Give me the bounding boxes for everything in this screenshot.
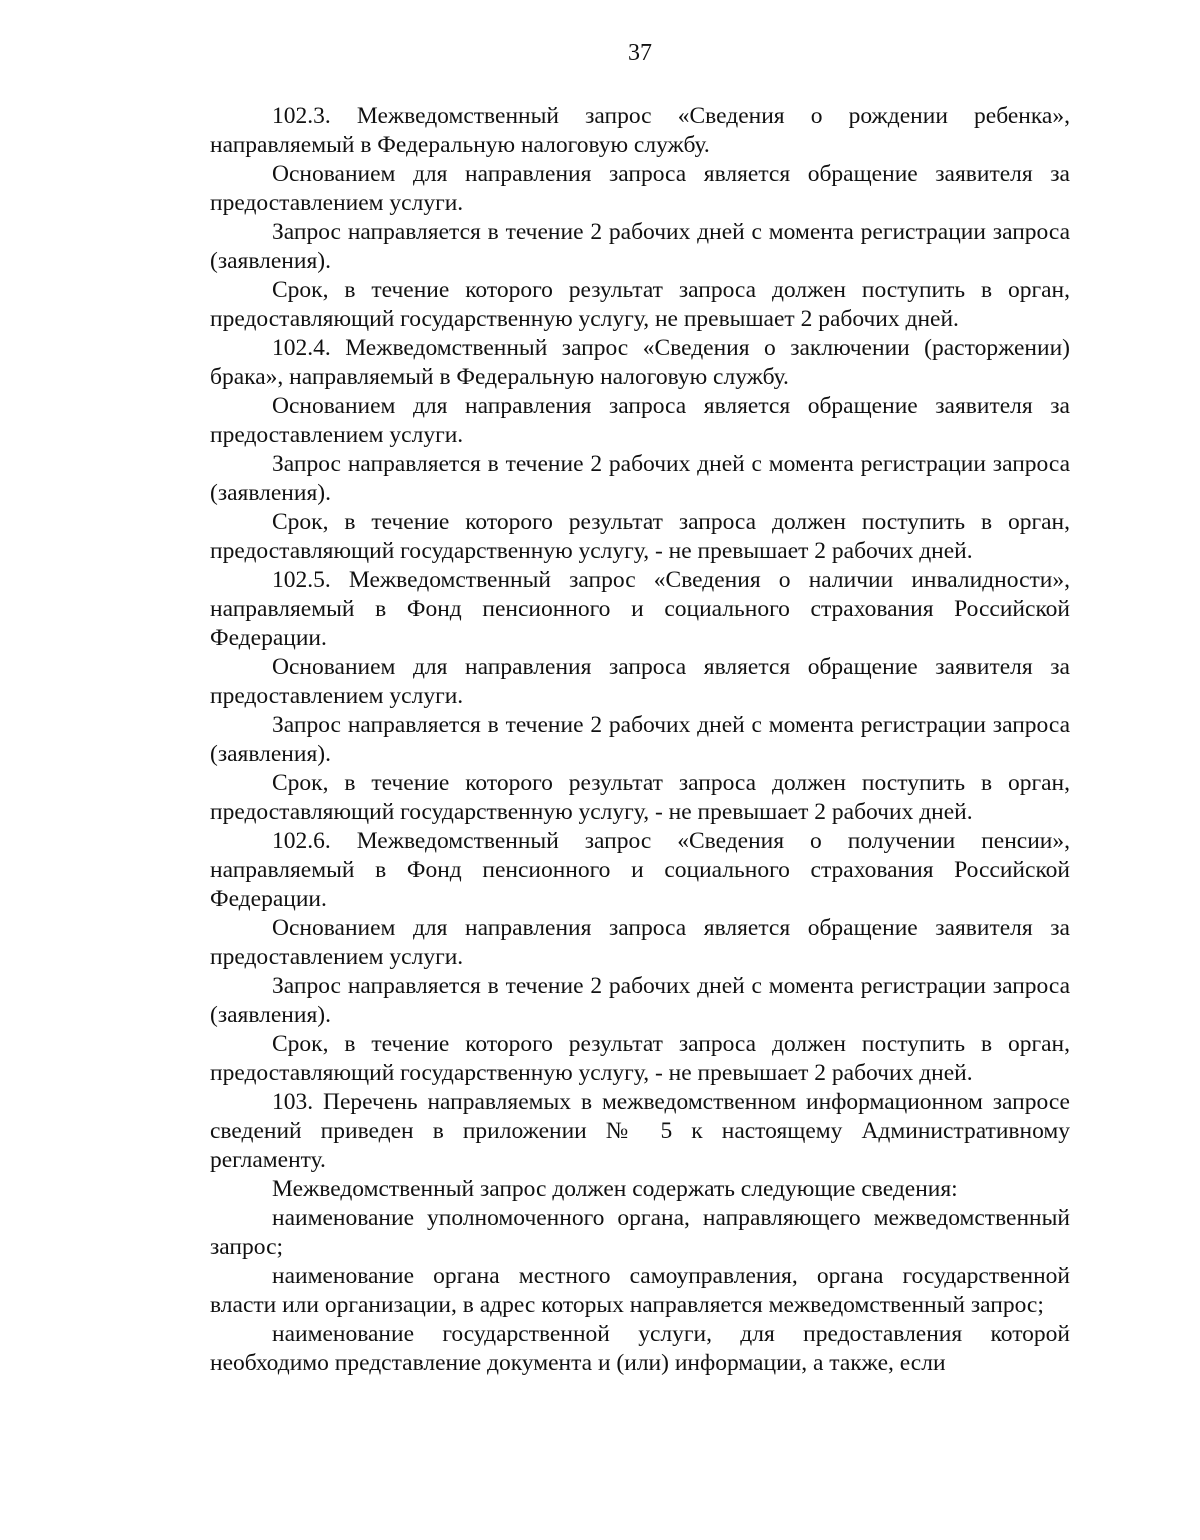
paragraph-basis: Основанием для направления запроса является обращение заявителя за предоставлением услуги. — [210, 915, 1070, 970]
paragraph-result-deadline: Срок, в течение которого результат запроса должен поступить в орган, предоставляющий государственную услугу, - не превышает 2 рабочих дней. — [210, 1031, 1070, 1086]
paragraph-result-deadline: Срок, в течение которого результат запроса должен поступить в орган, предоставляющий государственную услугу, - не превышает 2 рабочих дней. — [210, 770, 1070, 825]
paragraph-request-timing: Запрос направляется в течение 2 рабочих дней с момента регистрации запроса (заявления). — [210, 973, 1070, 1028]
paragraph-102-3: 102.3. Межведомственный запрос «Сведения о рождении ребенка», направляемый в Федеральную налоговую службу. — [210, 103, 1070, 158]
paragraph-basis: Основанием для направления запроса является обращение заявителя за предоставлением услуги. — [210, 654, 1070, 709]
paragraph-102-6: 102.6. Межведомственный запрос «Сведения о получении пенсии», направляемый в Фонд пенсионного и социального страхования Российской Федерации. — [210, 828, 1070, 912]
list-item-authorized-body: наименование уполномоченного органа, направляющего межведомственный запрос; — [210, 1205, 1070, 1260]
paragraph-request-timing: Запрос направляется в течение 2 рабочих дней с момента регистрации запроса (заявления). — [210, 451, 1070, 506]
paragraph-basis: Основанием для направления запроса является обращение заявителя за предоставлением услуги. — [210, 393, 1070, 448]
paragraph-request-timing: Запрос направляется в течение 2 рабочих дней с момента регистрации запроса (заявления). — [210, 219, 1070, 274]
paragraph-102-4: 102.4. Межведомственный запрос «Сведения о заключении (расторжении) брака», направляемый в Федеральную налоговую службу. — [210, 335, 1070, 390]
paragraph-result-deadline: Срок, в течение которого результат запроса должен поступить в орган, предоставляющий государственную услугу, - не превышает 2 рабочих дней. — [210, 509, 1070, 564]
paragraph-103: 103. Перечень направляемых в межведомственном информационном запросе сведений приведен в приложении № 5 к настоящему Административному регламенту. — [210, 1089, 1070, 1173]
paragraph-result-deadline: Срок, в течение которого результат запроса должен поступить в орган, предоставляющий государственную услугу, не превышает 2 рабочих дней. — [210, 277, 1070, 332]
page-number: 37 — [628, 40, 652, 66]
list-item-recipient-body: наименование органа местного самоуправления, органа государственной власти или организации, в адрес которых направляется межведомственный запрос; — [210, 1263, 1070, 1318]
paragraph-request-timing: Запрос направляется в течение 2 рабочих дней с момента регистрации запроса (заявления). — [210, 712, 1070, 767]
paragraph-basis: Основанием для направления запроса является обращение заявителя за предоставлением услуги. — [210, 161, 1070, 216]
document-body — [210, 102, 1070, 1378]
paragraph-102-5: 102.5. Межведомственный запрос «Сведения о наличии инвалидности», направляемый в Фонд пенсионного и социального страхования Российской Федерации. — [210, 567, 1070, 651]
list-item-service-name: наименование государственной услуги, для предоставления которой необходимо представление документа и (или) информации, а также, если — [210, 1321, 1070, 1376]
paragraph-request-contents-intro: Межведомственный запрос должен содержать следующие сведения: — [272, 1176, 958, 1202]
